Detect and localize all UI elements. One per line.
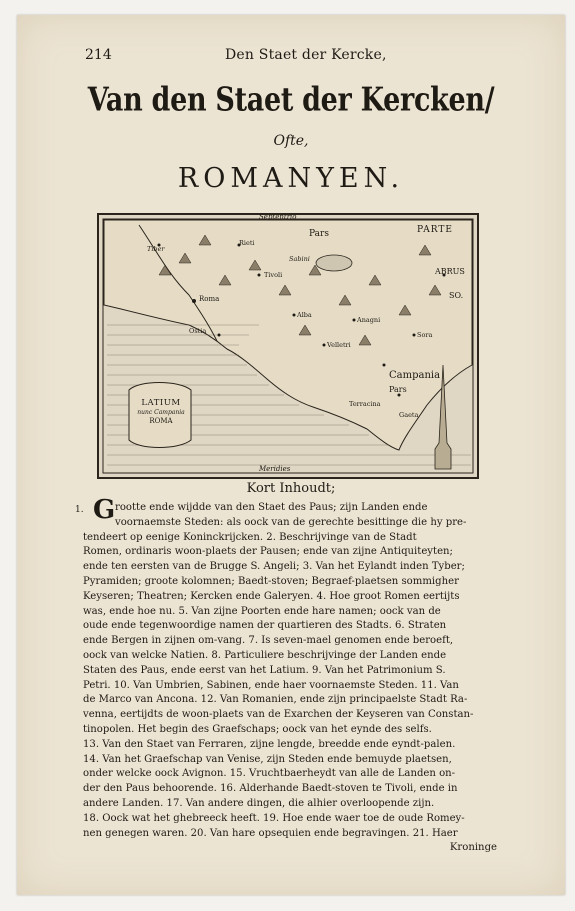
- cartouche-line-3: ROMA: [149, 417, 173, 425]
- chapter-title: Van den Staet der Kercken/: [87, 81, 495, 120]
- text-line: Pyramiden; groote kolomnen; Baedt-stoven; Begraef-plaetsen sommigher: [83, 575, 459, 587]
- chapter-title-connector: Ofte,: [273, 133, 309, 149]
- text-line: venna, eertijdts de woon-plaets van de Exarchen der Keyseren van Constan-: [83, 709, 474, 721]
- map-label-pars-bottom: Pars: [389, 385, 407, 394]
- text-line: tinopolen. Het begin des Graefschaps; oock van het eynde des selfs.: [83, 723, 432, 735]
- map-place-tivoli: Tivoli: [264, 271, 283, 279]
- text-line: 18. Oock wat het ghebreeck heeft. 19. Hoe ende waer toe de oude Romey-: [83, 812, 465, 824]
- engraved-map: [97, 213, 479, 479]
- cartouche-line-1: LATIUM: [141, 398, 181, 408]
- map-drawing: [99, 215, 477, 477]
- chapter-subtitle: ROMANYEN.: [177, 163, 405, 194]
- book-page: [17, 15, 565, 895]
- text-line: ende ten eersten van de Brugge S. Angeli; 3. Van het Eylandt inden Tyber;: [83, 561, 465, 573]
- text-line: tendeert op eenige Koninckrijcken. 2. Beschrijvinge van de Stadt: [83, 531, 417, 543]
- map-place-tiber: Tiber: [147, 245, 165, 253]
- map-place-anagni: Anagni: [357, 316, 381, 324]
- map-place-alba: Alba: [297, 311, 312, 319]
- running-title: Den Staet der Kercke,: [225, 47, 387, 63]
- map-place-terracina: Terracina: [349, 400, 381, 408]
- map-place-sora: Sora: [417, 331, 433, 339]
- text-line: 14. Van het Graefschap van Venise, zijn Steden ende bemuyde plaetsen,: [83, 753, 452, 765]
- text-line: 13. Van den Staet van Ferraren, zijne lengde, breedde ende eyndt-palen.: [83, 738, 456, 750]
- text-line: Petri. 10. Van Umbrien, Sabinen, ende haer voornaemste Steden. 11. Van: [83, 679, 459, 691]
- text-line: Romen, ordinaris woon-plaets der Pausen; ende van zijne Antiquiteyten;: [83, 546, 453, 558]
- catchword: Kroninge: [449, 842, 497, 854]
- map-label-abrus: ABRUS: [435, 267, 465, 276]
- text-line: rootte ende wijdde van den Staet des Paus; zijn Landen ende: [115, 502, 428, 513]
- text-line: oude ende tegenwoordige namen der quartieren des Stadts. 6. Straten: [83, 620, 447, 632]
- text-line: der den Paus behoorende. 16. Alderhande Baedt-stoven te Tivoli, ende in: [83, 783, 458, 795]
- text-line: ende Bergen in zijnen om-vang. 7. Is seven-mael genomen ende beroeft,: [83, 635, 454, 647]
- map-place-velletri: Velletri: [327, 341, 351, 349]
- text-line: Keyseren; Theatren; Kercken ende Galeryen. 4. Hoe groot Romen eertijts: [83, 590, 460, 602]
- text-line: andere Landen. 17. Van andere dingen, die alhier overloopende zijn.: [83, 797, 435, 809]
- running-header: [17, 47, 565, 67]
- map-cartouche: [133, 399, 189, 426]
- text-line: de Marco van Ancona. 12. Van Romanien, ende zijn principaelste Stadt Ra-: [83, 694, 468, 706]
- map-top-label: Septentrio: [259, 213, 297, 221]
- page-number: 214: [85, 47, 112, 63]
- text-line: nen genegen waren. 20. Van hare opsequien ende begravingen. 21. Haer: [83, 827, 458, 839]
- text-line: was, ende hoe nu. 5. Van zijne Poorten ende hare namen; oock van de: [83, 605, 441, 617]
- map-label-campania: Campania: [389, 370, 441, 381]
- map-place-gaeta: Gaeta: [399, 411, 419, 419]
- contents-summary: [75, 495, 497, 856]
- map-label-so: SO.: [449, 291, 464, 300]
- text-line: Staten des Paus, ende eerst van het Latium. 9. Van het Patrimonium S.: [83, 664, 446, 676]
- cartouche-line-2: nunc Campania: [137, 409, 185, 416]
- map-label-pars-top: Pars: [309, 229, 329, 239]
- drop-cap: G: [93, 495, 116, 525]
- item-number: 1.: [75, 505, 84, 515]
- map-place-ostia: Ostia: [189, 327, 207, 335]
- map-place-sabini: Sabini: [289, 255, 310, 263]
- section-heading: Kort Inhoudt;: [246, 481, 336, 496]
- text-line: onder welcke oock Avignon. 15. Vruchtbaerheydt van alle de Landen on-: [83, 768, 456, 780]
- text-line: voornaemste Steden: als oock van de gerechte besittinge die hy pre-: [115, 516, 467, 528]
- text-line: oock van welcke Natien. 8. Particuliere beschrijvinge der Landen ende: [83, 649, 447, 661]
- map-label-parte: PARTE: [417, 225, 453, 235]
- map-place-roma: Roma: [199, 295, 220, 303]
- map-bottom-label: Meridies: [259, 465, 291, 473]
- map-place-rieti: Rieti: [239, 239, 255, 247]
